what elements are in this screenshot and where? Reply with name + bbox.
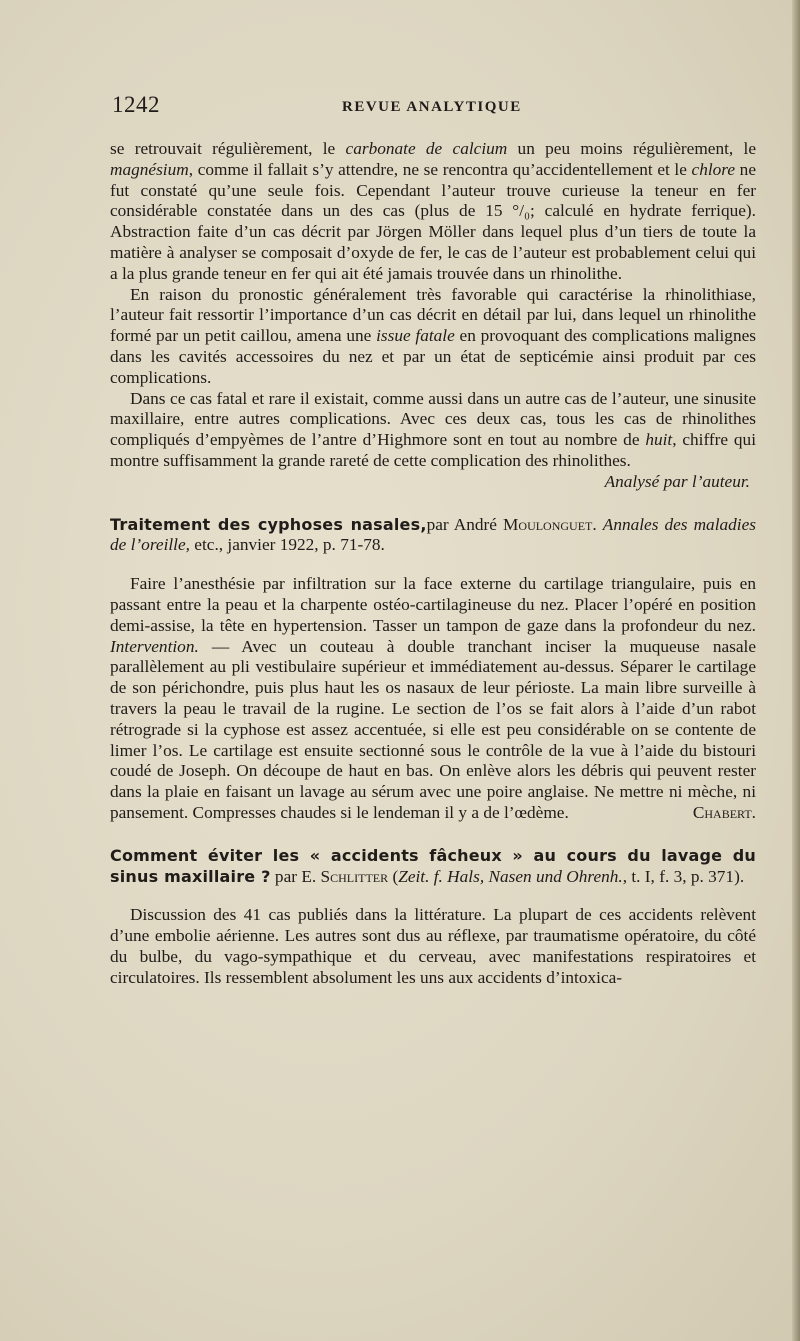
article1-paragraph-2: En raison du pronostic généralement très favorable qui caractérise la rhinolithiase, l’auteur fait ressortir l’importance d’un cas décrit en détail par lui, dans lequel un rhinolithe formé par un petit caillou, amena une issue fatale en provoquant des complications malignes dans les cavités accessoires du nez et par un état de septicémie ainsi produit par ces complications. bbox=[110, 284, 756, 387]
page-number: 1242 bbox=[112, 92, 160, 117]
spacer bbox=[110, 556, 756, 574]
page-edge-shadow bbox=[792, 0, 800, 1341]
article2-body: Faire l’anesthésie par infiltration sur la face externe du cartilage triangulaire, puis en passant entre la peau et la charpente ostéo-cartilagineuse du nez. Placer l’opéré en position demi-assise, la tête en hypertension. Tasser un tampon de gaze dans la profondeur du nez. Intervention. — Avec un couteau à double tranchant inciser la muqueuse nasale parallèlement au pli vestibulaire supérieur et immédiatement au-dessus. Séparer le cartilage de son périchondre, puis plus haut les os nasaux de leur périoste. La main libre surveille à travers la peau le travail de la rugine. Le section de l’os se fait alors à l’aide d’un rabot rétrograde si la cyphose est assez accentuée, si elle est peu considérable on se contente de limer l’os. Le cartilage est ensuite sectionné sous le contrôle de la vue à l’aide du bistouri coudé de Joseph. On découpe de haut en bas. On enlève alors les débris qui peuvent rester dans la plaie en faisant un lavage au sérum avec une poire anglaise. Ne mettre ni mèche, ni pansement. Compresses chaudes si le lendeman il y a de l’œdème. Chabert. bbox=[110, 574, 756, 822]
running-head: REVUE ANALYTIQUE bbox=[342, 99, 522, 115]
article3-journal: Zeit. f. Hals, Nasen und Ohrenh. bbox=[398, 866, 623, 886]
article2-journal: Annales des maladies de l’oreille, bbox=[110, 514, 756, 555]
page-header bbox=[112, 92, 752, 122]
article3-author: Schlitter bbox=[320, 866, 389, 886]
article1-paragraph-3: Dans ce cas fatal et rare il existait, comme aussi dans un autre cas de l’auteur, une sinusite maxillaire, entre autres complications. Avec ces deux cas, tous les cas de rhinolithes compliqués d’empyèmes de l’antre d’Highmore sont en tout au nombre de huit, chiffre qui montre suffisamment la grande rareté de cette complication des rhinolithes. Analysé par l’auteur. bbox=[110, 388, 757, 491]
article1-signature: Analysé par l’auteur. bbox=[604, 471, 750, 491]
spacer bbox=[110, 824, 756, 846]
spacer bbox=[110, 493, 756, 515]
article2-author: Moulonguet bbox=[503, 514, 593, 534]
text-column bbox=[110, 139, 756, 988]
article1-paragraph-1: se retrouvait régulièrement, le carbonate de calcium un peu moins régulièrement, le magnésium, comme il fallait s’y attendre, ne se rencontra qu’accidentellement et le chlore ne fut constaté qu’une seule fois. Cependant l’auteur trouve curieuse la teneur en fer considérable constatée dans un des cas (plus de 15 °/₀; calculé en hydrate ferrique). Abstraction faite d’un cas décrit par Jörgen Möller dans lequel plus d’un tiers de toute la matière à analyser se composait d’oxyde de fer, le cas de l’auteur est probablement celui qui a la plus grande teneur en fer qui ait été jamais trouvée dans un rhinolithe. bbox=[110, 139, 756, 283]
spacer bbox=[110, 887, 756, 905]
article3-body: Discussion des 41 cas publiés dans la littérature. La plupart de ces accidents relèvent d’une embolie aérienne. Les autres sont dus au réflexe, par traumatisme opératoire, du côté du bulbe, du vago-sympathique et du cerveau, avec manifestations respiratoires et circulatoires. Ils ressemblent absolument les uns aux accidents d’intoxica- bbox=[110, 905, 756, 987]
article2-signature: Chabert. bbox=[692, 802, 756, 822]
article3-title: Comment éviter les « accidents fâcheux » au cours du lavage du sinus maxillaire ? bbox=[110, 845, 756, 886]
article3-heading: Comment éviter les « accidents fâcheux » au cours du lavage du sinus maxillaire ? par E. Schlitter (Zeit. f. Hals, Nasen und Ohrenh., t. I, f. 3, p. 371). bbox=[110, 845, 756, 886]
article2-title: Traitement des cyphoses nasales, bbox=[110, 514, 427, 534]
article2-heading: Traitement des cyphoses nasales,par André Moulonguet. Annales des maladies de l’oreille, etc., janvier 1922, p. 71-78. bbox=[110, 514, 756, 555]
